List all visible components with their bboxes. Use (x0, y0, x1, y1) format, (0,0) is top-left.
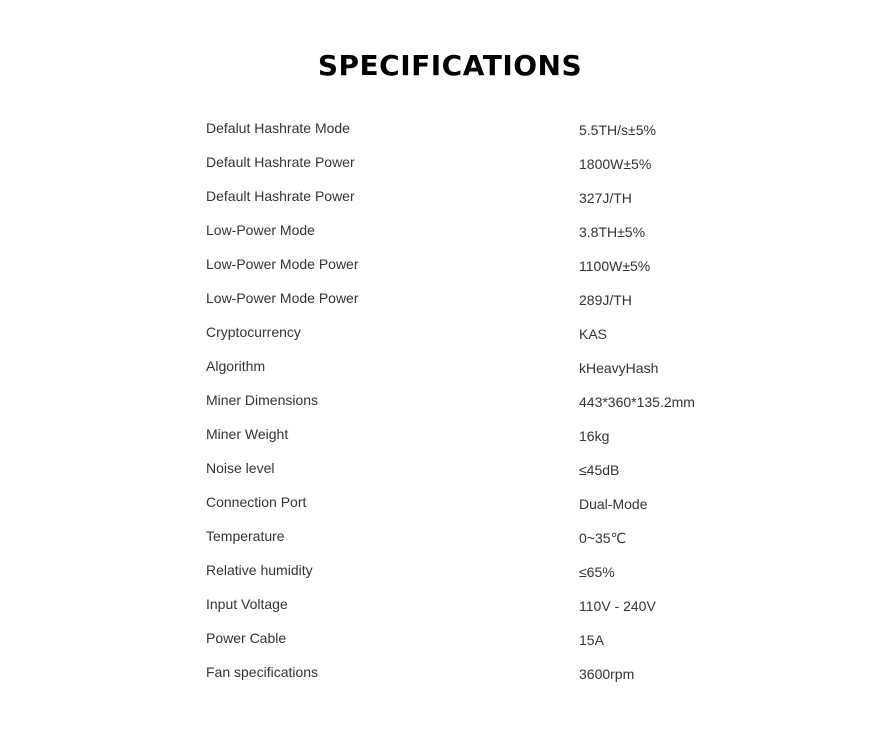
spec-label: Low-Power Mode Power (206, 290, 359, 306)
spec-value: 15A (579, 632, 604, 648)
spec-value: 3.8TH±5% (579, 224, 646, 240)
spec-row (206, 282, 726, 316)
spec-value: 443*360*135.2mm (579, 394, 695, 410)
spec-value: 289J/TH (579, 292, 632, 308)
spec-row (206, 214, 726, 248)
spec-label: Default Hashrate Power (206, 188, 355, 204)
spec-row (206, 350, 726, 384)
spec-row (206, 486, 726, 520)
spec-value: 110V - 240V (579, 598, 656, 614)
spec-row (206, 248, 726, 282)
spec-value: ≤65% (579, 564, 615, 580)
spec-label: Miner Weight (206, 426, 289, 442)
spec-value: 16kg (579, 428, 610, 444)
spec-row (206, 180, 726, 214)
spec-row (206, 316, 726, 350)
spec-row (206, 452, 726, 486)
spec-label: Miner Dimensions (206, 392, 319, 408)
spec-label: Low-Power Mode (206, 222, 315, 238)
spec-row (206, 384, 726, 418)
spec-row (206, 622, 726, 656)
spec-label: Default Hashrate Power (206, 154, 355, 170)
spec-value: 5.5TH/s±5% (579, 122, 656, 138)
spec-label: Algorithm (206, 358, 266, 374)
spec-label: Fan specifications (206, 664, 319, 680)
spec-label: Connection Port (206, 494, 307, 510)
spec-value: 0~35℃ (579, 529, 627, 546)
spec-label: Defalut Hashrate Mode (206, 120, 350, 136)
specifications-table (206, 112, 726, 690)
spec-value: ≤45dB (579, 462, 620, 478)
spec-value: 327J/TH (579, 190, 632, 206)
spec-row (206, 146, 726, 180)
spec-value: KAS (579, 326, 608, 342)
spec-label: Noise level (206, 460, 275, 476)
spec-label: Input Voltage (206, 596, 288, 612)
spec-row (206, 554, 726, 588)
page-title: SPECIFICATIONS (317, 49, 583, 82)
spec-row (206, 588, 726, 622)
spec-label: Power Cable (206, 630, 287, 646)
spec-row (206, 520, 726, 554)
spec-value: 3600rpm (579, 666, 635, 682)
spec-value: 1100W±5% (579, 258, 651, 274)
spec-label: Cryptocurrency (206, 324, 301, 340)
spec-value: kHeavyHash (579, 360, 659, 376)
spec-row (206, 656, 726, 690)
spec-row (206, 418, 726, 452)
spec-value: Dual-Mode (579, 496, 648, 512)
spec-label: Relative humidity (206, 562, 313, 578)
spec-value: 1800W±5% (579, 156, 652, 172)
spec-label: Temperature (206, 528, 285, 544)
spec-label: Low-Power Mode Power (206, 256, 359, 272)
specifications-table-body (206, 112, 726, 690)
spec-row (206, 112, 726, 146)
